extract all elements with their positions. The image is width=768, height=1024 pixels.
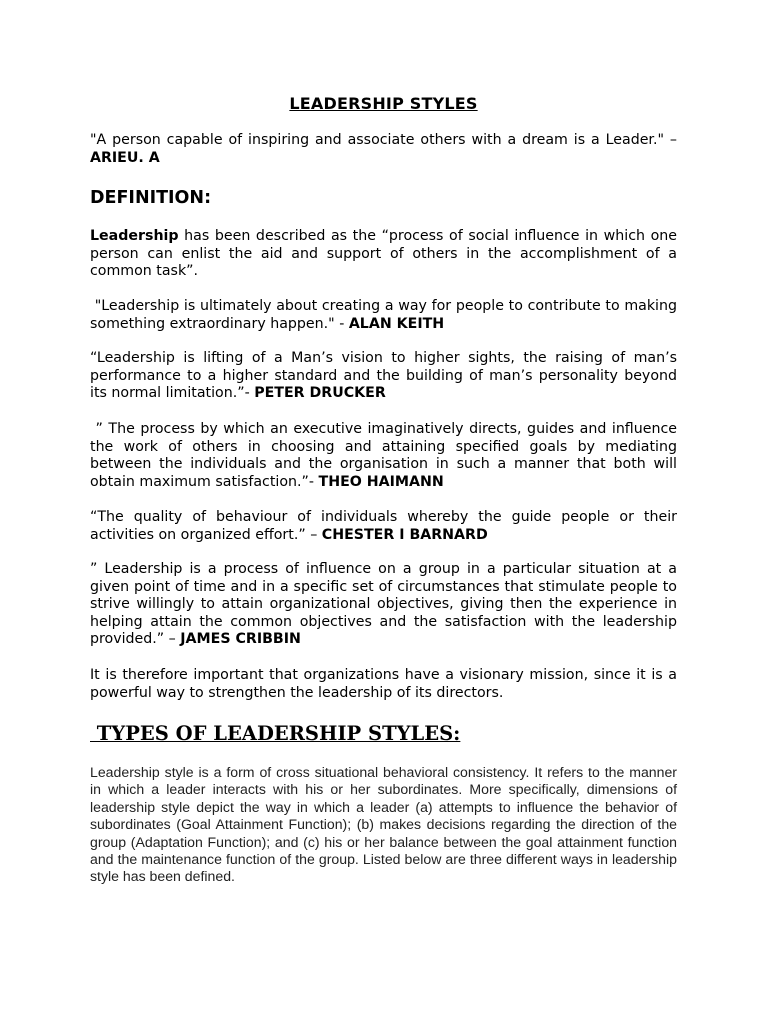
quote-text: “Leadership is lifting of a Man’s vision to higher sights, the raising of man’s performance to a higher standard and the building of man’s personality beyond its normal limitation.”-: [90, 350, 677, 401]
opening-quote: [90, 132, 677, 167]
quote-chester-barnard: [90, 509, 677, 544]
quote-text: “The quality of behaviour of individuals whereby the guide people or their activities on organized effort.” –: [90, 509, 677, 543]
definition-paragraph: [90, 228, 677, 281]
definition-heading: DEFINITION:: [90, 188, 212, 208]
quote-author: ALAN KEITH: [348, 315, 445, 332]
quote-text: "Leadership is ultimately about creating a way for people to contribute to making something extraordinary happen." -: [90, 298, 677, 332]
types-heading: TYPES OF LEADERSHIP STYLES:: [90, 722, 461, 745]
opening-quote-text: "A person capable of inspiring and associate others with a dream is a Leader." –: [90, 132, 677, 148]
types-paragraph: Leadership style is a form of cross situational behavioral consistency. It refers to the manner in which a leader interacts with his or her subordinates. More specifically, dimensions of leadership style depict the way in which a leader (a) attempts to influence the behavior of subordinates (Goal Attainment Function); (b) makes decisions regarding the direction of the group (Adaptation Function); and (c) his or her balance between the goal attainment function and the maintenance function of the group. Listed below are three different ways in leadership style has been defined.: [90, 764, 677, 885]
document-title: LEADERSHIP STYLES: [289, 94, 478, 113]
quote-author: JAMES CRIBBIN: [180, 631, 301, 647]
conclusion-paragraph: It is therefore important that organizations have a visionary mission, since it is a powerful way to strengthen the leadership of its directors.: [90, 667, 677, 701]
quote-james-cribbin: [90, 561, 677, 649]
opening-quote-author: ARIEU. A: [90, 149, 160, 166]
definition-text: has been described as the “process of social influence in which one person can enlist the aid and support of others in the accomplishment of a common task”.: [90, 228, 677, 279]
quote-author: PETER DRUCKER: [254, 385, 386, 401]
quote-text: ” Leadership is a process of influence on a group in a particular situation at a given point of time and in a specific set of circumstances that stimulate people to strive willingly to attain organizational objectives, giving then the experience in helping attain the common objectives and the satisfaction with the leadership provided.” –: [90, 561, 677, 647]
quote-author: THEO HAIMANN: [318, 473, 444, 490]
quote-alan-keith: [90, 298, 677, 333]
definition-term: Leadership: [90, 228, 179, 244]
quote-peter-drucker: [90, 350, 677, 403]
quote-text: ” The process by which an executive imaginatively directs, guides and influence the work of others in choosing and attaining specified goals by mediating between the individuals and the organisation in such a manner that both will obtain maximum satisfaction.”-: [90, 421, 677, 490]
quote-author: CHESTER I BARNARD: [321, 526, 488, 543]
quote-theo-haimann: [90, 421, 677, 491]
